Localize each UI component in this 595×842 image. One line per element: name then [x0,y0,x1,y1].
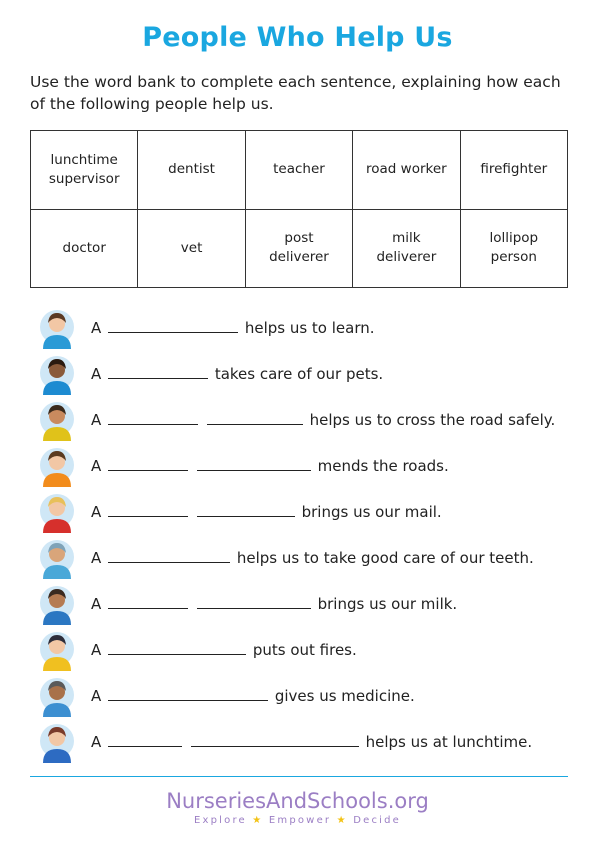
sentence-rest: mends the roads. [317,457,449,475]
sentence-text [91,546,534,568]
firefighter-icon [37,629,77,671]
word-bank-word: firefighter [480,161,548,178]
word-bank-row [31,131,568,210]
brand-logo: NurseriesAndSchools.org [166,789,429,813]
answer-blank[interactable] [108,500,188,517]
sentence-article: A [91,457,102,475]
sentence-row [0,305,595,351]
answer-blank[interactable] [108,684,268,701]
answer-blank[interactable] [197,592,311,609]
word-bank-cell [245,131,352,210]
sentence-text [91,638,357,660]
sentence-article: A [91,411,102,429]
sentence-row [0,535,595,581]
sentence-text [91,316,375,338]
post-deliverer-icon [37,491,77,533]
word-bank-cell [31,131,138,210]
sentence-rest: helps us to cross the road safely. [309,411,556,429]
answer-blank[interactable] [108,362,208,379]
answer-blank[interactable] [108,454,188,471]
word-bank-word: post deliverer [269,230,329,266]
lollipop-person-icon [37,399,77,441]
sentence-rest: gives us medicine. [274,687,415,705]
instructions: Use the word bank to complete each sentence, explaining how each of the following people help us. [30,73,561,113]
sentence-article: A [91,733,102,751]
sentence-rest: brings us our milk. [317,595,458,613]
teacher-icon [37,307,77,349]
sentence-row [0,719,595,765]
sentence-text [91,408,555,430]
word-bank-row [31,209,568,288]
sentence-article: A [91,641,102,659]
answer-blank[interactable] [197,500,295,517]
word-bank-table [30,130,568,288]
sentence-rest: helps us at lunchtime. [365,733,533,751]
sentence-text [91,592,457,614]
sentence-row [0,351,595,397]
sentence-article: A [91,549,102,567]
word-bank-word: lunchtime supervisor [48,151,120,187]
word-bank-word: teacher [273,161,325,178]
word-bank-word: doctor [62,239,106,256]
sentence-text [91,684,415,706]
sentence-article: A [91,319,102,337]
milk-deliverer-icon [37,583,77,625]
word-bank-cell [353,209,460,288]
answer-blank[interactable] [108,316,238,333]
word-bank-cell [245,209,352,288]
sentence-text [91,730,532,752]
sentence-article: A [91,365,102,383]
sentence-rest: takes care of our pets. [214,365,384,383]
word-bank-word: milk deliverer [376,230,437,266]
vet-icon [37,353,77,395]
word-bank-cell [138,131,245,210]
page-title: People Who Help Us [142,22,453,53]
sentence-article: A [91,595,102,613]
answer-blank[interactable] [191,730,359,747]
footer-divider [30,776,568,777]
word-bank-cell [31,209,138,288]
answer-blank[interactable] [108,408,198,425]
word-bank-cell [138,209,245,288]
word-bank-cell [353,131,460,210]
sentence-rest: helps us to learn. [244,319,375,337]
sentence-row [0,397,595,443]
road-worker-icon [37,445,77,487]
word-bank-cell [460,131,567,210]
word-bank-word: lollipop person [489,230,539,266]
sentence-row [0,673,595,719]
sentence-article: A [91,503,102,521]
answer-blank[interactable] [108,638,246,655]
tagline-word: Decide [353,815,402,826]
sentence-rest: puts out fires. [252,641,357,659]
answer-blank[interactable] [108,592,188,609]
answer-blank[interactable] [197,454,311,471]
brand-tagline [0,815,595,826]
word-bank-cell [460,209,567,288]
doctor-icon [37,675,77,717]
answer-blank[interactable] [108,546,230,563]
sentence-text [91,500,442,522]
star-icon: ★ [252,815,264,826]
answer-blank[interactable] [207,408,303,425]
sentence-rest: helps us to take good care of our teeth. [236,549,534,567]
sentence-rest: brings us our mail. [301,503,442,521]
tagline-word: Empower [268,815,332,826]
answer-blank[interactable] [108,730,182,747]
word-bank-word: road worker [366,161,447,178]
sentence-text [91,454,449,476]
sentence-row [0,581,595,627]
star-icon: ★ [336,815,348,826]
lunchtime-supervisor-icon [37,721,77,763]
sentence-row [0,443,595,489]
sentence-row [0,627,595,673]
tagline-word: Explore [193,815,247,826]
sentence-row [0,489,595,535]
word-bank-word: vet [180,239,203,256]
word-bank-word: dentist [168,161,215,178]
sentence-text [91,362,383,384]
dentist-icon [37,537,77,579]
sentence-article: A [91,687,102,705]
